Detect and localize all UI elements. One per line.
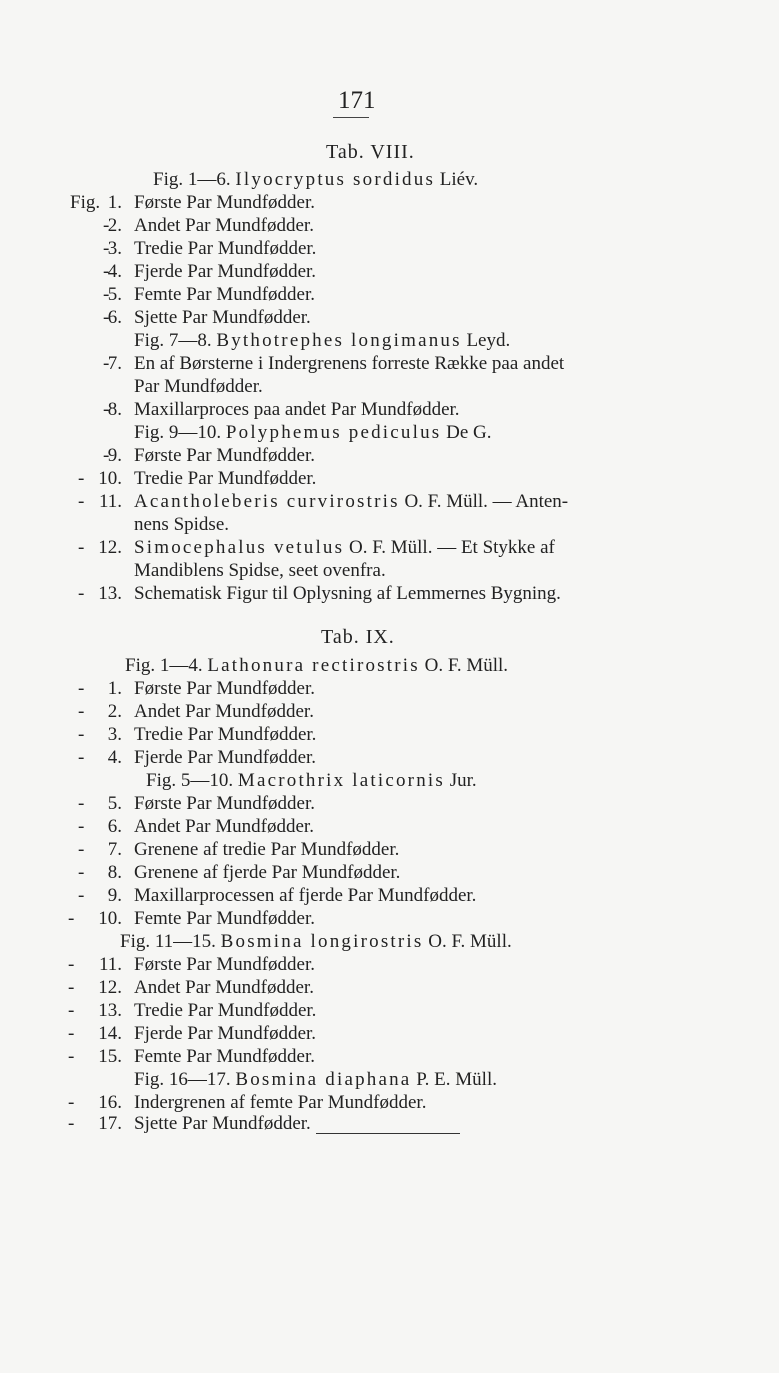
fig-number: 1. [107,192,122,213]
caption-text: O. F. Müll. — Anten- [399,491,569,512]
bottom-rule [316,1133,460,1134]
dash: - [78,862,85,883]
caption-text: Femte Par Mundfødder. [134,1046,316,1067]
fig-number: 9. [107,445,122,466]
fig-number: 9. [107,885,122,906]
caption-text: Andet Par Mundfødder. [134,977,314,998]
species-name: Lathonura rectirostris [207,655,420,676]
caption-text: Andet Par Mundfødder. [134,816,314,837]
dash: - [103,284,110,305]
group-label: Fig. 1—6. [153,169,236,190]
group-label: Fig. 11—15. [120,931,221,952]
author: Jur. [444,770,477,791]
fig-number: 10. [98,908,122,929]
dash: - [103,353,110,374]
caption-text: Fjerde Par Mundfødder. [134,747,317,768]
dash: - [68,1046,75,1067]
fig-number: 2. [107,701,122,722]
caption-text: Grenene af tredie Par Mundfødder. [134,839,400,860]
caption-text: Andet Par Mundfødder. [134,701,314,722]
caption-text: Første Par Mundfødder. [134,793,316,814]
caption-text: En af Børsterne i Indergrenens forreste Række paa andet [134,353,565,374]
author: O. F. Müll. [423,931,512,952]
fig-number: 5. [107,284,122,305]
dash: - [78,793,85,814]
caption-text: Tredie Par Mundfødder. [134,724,317,745]
fig-number: 15. [98,1046,122,1067]
fig-number: 7. [107,353,122,374]
caption-text: Maxillarprocessen af fjerde Par Mundfødder. [134,885,477,906]
caption-text: Fjerde Par Mundfødder. [134,1023,317,1044]
dash: - [68,1092,75,1113]
species-name: Acantholeberis curvirostris [134,491,400,512]
author: P. E. Müll. [411,1069,497,1090]
caption-text: Grenene af fjerde Par Mundfødder. [134,862,401,883]
dash: - [68,1113,75,1134]
dash: - [68,977,75,998]
caption-text: Tredie Par Mundfødder. [134,238,317,259]
dash: - [103,215,110,236]
caption-text: Par Mundfødder. [134,376,263,397]
dash: - [68,954,75,975]
caption-text: Schematisk Figur til Oplysning af Lemmernes Bygning. [134,583,561,604]
fig-number: 4. [107,747,122,768]
caption-text: Første Par Mundfødder. [134,954,316,975]
fig-number: 10. [98,468,122,489]
caption-text: Første Par Mundfødder. [134,678,316,699]
fig-number: 6. [107,816,122,837]
fig-number: 1. [107,678,122,699]
fig-number: 8. [107,399,122,420]
author: De G. [441,422,492,443]
caption-text: Fjerde Par Mundfødder. [134,261,317,282]
fig-number: 6. [107,307,122,328]
dash: - [78,816,85,837]
fig-number: 13. [98,1000,122,1021]
species-name: Polyphemus pediculus [225,422,442,443]
fig-number: 14. [98,1023,122,1044]
species-name: Simocephalus vetulus [134,537,345,558]
fig-number: 17. [98,1113,122,1134]
group-label: Fig. 5—10. [146,770,238,791]
fig-number: 2. [107,215,122,236]
fig-number: 3. [107,238,122,259]
fig-number: 11. [98,954,122,975]
group-label: Fig. 1—4. [125,655,208,676]
fig-number: 8. [107,862,122,883]
dash: - [68,1000,75,1021]
fig-number: 12. [98,977,122,998]
caption-text: Sjette Par Mundfødder. [134,307,311,328]
dash: - [78,583,85,604]
caption-text: nens Spidse. [134,514,229,535]
tab8-line-13 [0,581,779,607]
dash: - [103,238,110,259]
caption-text: Første Par Mundfødder. [134,192,316,213]
tab8-title: Tab. VIII. [326,141,415,163]
dash: - [103,307,110,328]
caption-text: Indergrenen af femte Par Mundfødder. [134,1092,427,1113]
fig-number: 5. [107,793,122,814]
species-name: Bosmina longirostris [220,931,424,952]
page-number: 171 [338,87,376,114]
fig-number: 7. [107,839,122,860]
dash: - [103,399,110,420]
species-name: Ilyocryptus sordidus [235,169,436,190]
dash: - [78,701,85,722]
group-label: Fig. 9—10. [134,422,226,443]
caption-text: Tredie Par Mundfødder. [134,468,317,489]
caption-text: Femte Par Mundfødder. [134,284,316,305]
dash: - [78,724,85,745]
group-label: Fig. 7—8. [134,330,217,351]
caption-text: Maxillarproces paa andet Par Mundfødder. [134,399,460,420]
caption-text: O. F. Müll. — Et Stykke af [344,537,555,558]
dash: - [78,678,85,699]
dash: - [78,885,85,906]
fig-number: 12. [98,537,122,558]
author: Leyd. [461,330,511,351]
dash: - [78,468,85,489]
dash: - [78,747,85,768]
dash: - [78,491,85,512]
dash: - [103,261,110,282]
caption-text: Mandiblens Spidse, seet ovenfra. [134,560,386,581]
species-name: Bosmina diaphana [235,1069,412,1090]
species-name: Macrothrix laticornis [237,770,445,791]
caption-text: Første Par Mundfødder. [134,445,316,466]
caption-text: Sjette Par Mundfødder. [134,1113,311,1134]
caption-text: Tredie Par Mundfødder. [134,1000,317,1021]
fig-number: 16. [98,1092,122,1113]
dash: - [103,445,110,466]
caption-text: Femte Par Mundfødder. [134,908,316,929]
fig-number: 13. [98,583,122,604]
dash: - [78,537,85,558]
fig-number: 3. [107,724,122,745]
group-label: Fig. 16—17. [134,1069,236,1090]
caption-text: Andet Par Mundfødder. [134,215,314,236]
dash: - [78,839,85,860]
dash: - [68,1023,75,1044]
page-number-underline [333,117,369,118]
species-name: Bythotrephes longimanus [216,330,462,351]
author: Liév. [435,169,479,190]
tab9-title: Tab. IX. [321,626,395,648]
fig-number: 11. [98,491,122,512]
author: O. F. Müll. [419,655,509,676]
dash: - [68,908,75,929]
fig-number: 4. [107,261,122,282]
fig-label: Fig. [70,192,101,213]
